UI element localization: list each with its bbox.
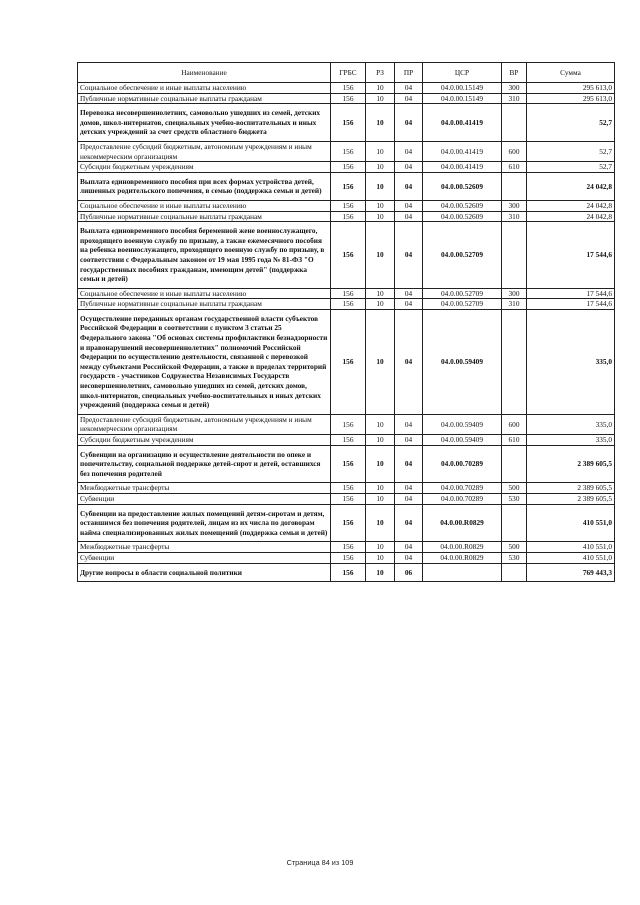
cell-pr: 06 (395, 563, 423, 582)
table-row (78, 200, 615, 211)
cell-name: Социальное обеспечение и иные выплаты населению (78, 288, 331, 299)
cell-pr: 04 (395, 552, 423, 563)
cell-csr: 04.0.00.52709 (423, 222, 502, 289)
cell-rz: 10 (366, 414, 395, 434)
cell-rz: 10 (366, 542, 395, 553)
cell-vr: 300 (502, 83, 527, 94)
cell-rz: 10 (366, 309, 395, 414)
header-sum: Сумма (527, 63, 615, 83)
table-row (78, 288, 615, 299)
cell-csr: 04.0.00.R0829 (423, 552, 502, 563)
header-pr: ПР (395, 63, 423, 83)
cell-sum: 335,0 (527, 414, 615, 434)
cell-csr: 04.0.00.59409 (423, 309, 502, 414)
header-rz: РЗ (366, 63, 395, 83)
cell-sum: 24 042,8 (527, 200, 615, 211)
cell-grbs: 156 (331, 222, 366, 289)
cell-csr: 04.0.00.52609 (423, 200, 502, 211)
cell-vr: 500 (502, 542, 527, 553)
cell-name: Выплата единовременного пособия при всех формах устройства детей, лишенных родительского попечения, в семью (поддержка семьи и детей) (78, 172, 331, 200)
table-row (78, 563, 615, 582)
cell-rz: 10 (366, 200, 395, 211)
cell-name: Другие вопросы в области социальной политики (78, 563, 331, 582)
cell-vr (502, 309, 527, 414)
cell-grbs: 156 (331, 200, 366, 211)
cell-pr: 04 (395, 222, 423, 289)
cell-grbs: 156 (331, 93, 366, 104)
cell-sum: 769 443,3 (527, 563, 615, 582)
cell-grbs: 156 (331, 211, 366, 222)
cell-sum: 410 551,0 (527, 504, 615, 542)
cell-csr: 04.0.00.52609 (423, 172, 502, 200)
cell-sum: 52,7 (527, 162, 615, 173)
cell-name: Предоставление субсидий бюджетным, автономным учреждениям и иным некоммерческим организациям (78, 141, 331, 161)
cell-sum: 17 544,6 (527, 222, 615, 289)
cell-sum: 24 042,8 (527, 172, 615, 200)
cell-grbs: 156 (331, 542, 366, 553)
header-csr: ЦСР (423, 63, 502, 83)
table-row (78, 435, 615, 446)
cell-grbs: 156 (331, 288, 366, 299)
cell-rz: 10 (366, 552, 395, 563)
cell-csr: 04.0.00.15149 (423, 83, 502, 94)
table-row (78, 211, 615, 222)
cell-rz: 10 (366, 93, 395, 104)
cell-csr: 04.0.00.70289 (423, 493, 502, 504)
cell-vr (502, 172, 527, 200)
cell-vr: 600 (502, 141, 527, 161)
cell-grbs: 156 (331, 445, 366, 483)
cell-grbs: 156 (331, 141, 366, 161)
cell-rz: 10 (366, 504, 395, 542)
table-row (78, 141, 615, 161)
cell-vr: 610 (502, 162, 527, 173)
cell-name: Межбюджетные трансферты (78, 542, 331, 553)
cell-name: Субвенции на организацию и осуществление деятельности по опеке и попечительству, социальной поддержке детей-сирот и детей, оставшихся без попечения родителей (78, 445, 331, 483)
cell-vr (502, 445, 527, 483)
cell-sum: 17 544,6 (527, 299, 615, 310)
cell-pr: 04 (395, 299, 423, 310)
cell-csr: 04.0.00.R0829 (423, 504, 502, 542)
cell-rz: 10 (366, 483, 395, 494)
cell-vr: 610 (502, 435, 527, 446)
cell-vr: 310 (502, 211, 527, 222)
table-row (78, 483, 615, 494)
cell-grbs: 156 (331, 309, 366, 414)
table-row (78, 309, 615, 414)
cell-sum: 335,0 (527, 435, 615, 446)
cell-rz: 10 (366, 172, 395, 200)
table-header-row (78, 63, 615, 83)
cell-name: Осуществление переданных органам государственной власти субъектов Российской Федерации в соответствии с пунктом 3 статьи 25 Федерального закона "Об основах системы профилактики безнадзорности и правонарушений несовершеннолетних" полномочий Российской Федерации по осуществлению деятельности, связанной с перевозкой между субъектами Российской Федерации, а также в пределах территорий государств - участников Содружества Независимых Государств несовершеннолетних, самовольно ушедших из семей, детских домов, школ-интернатов, специальных учебно-воспитательных и иных детских учреждений (поддержка семьи и детей) (78, 309, 331, 414)
cell-sum: 2 389 605,5 (527, 483, 615, 494)
cell-sum: 24 042,8 (527, 211, 615, 222)
cell-rz: 10 (366, 563, 395, 582)
cell-vr (502, 504, 527, 542)
cell-pr: 04 (395, 483, 423, 494)
cell-grbs: 156 (331, 483, 366, 494)
cell-csr: 04.0.00.R0829 (423, 542, 502, 553)
header-grbs: ГРБС (331, 63, 366, 83)
cell-name: Субсидии бюджетным учреждениям (78, 435, 331, 446)
cell-name: Субвенции (78, 493, 331, 504)
cell-pr: 04 (395, 211, 423, 222)
table-row (78, 83, 615, 94)
cell-csr: 04.0.00.59409 (423, 414, 502, 434)
cell-grbs: 156 (331, 504, 366, 542)
cell-grbs: 156 (331, 299, 366, 310)
cell-grbs: 156 (331, 435, 366, 446)
cell-name: Выплата единовременного пособия беременной жене военнослужащего, проходящего военную службу по призыву, а также ежемесячного пособия на ребенка военнослужащего, проходящего военную службу по призыву, в соответствии с Федеральным законом от 19 мая 1995 года № 81-ФЗ "О государственных пособиях гражданам, имеющим детей" (поддержка семьи и детей) (78, 222, 331, 289)
cell-pr: 04 (395, 542, 423, 553)
cell-pr: 04 (395, 83, 423, 94)
cell-grbs: 156 (331, 104, 366, 142)
cell-csr: 04.0.00.52609 (423, 211, 502, 222)
budget-table (77, 62, 615, 582)
table-row (78, 445, 615, 483)
cell-csr: 04.0.00.52709 (423, 299, 502, 310)
cell-sum: 2 389 605,5 (527, 493, 615, 504)
cell-vr: 310 (502, 93, 527, 104)
cell-pr: 04 (395, 200, 423, 211)
cell-csr: 04.0.00.41419 (423, 141, 502, 161)
cell-rz: 10 (366, 493, 395, 504)
cell-vr (502, 563, 527, 582)
table-row (78, 93, 615, 104)
cell-name: Субвенции (78, 552, 331, 563)
cell-rz: 10 (366, 141, 395, 161)
table-row (78, 542, 615, 553)
table-row (78, 504, 615, 542)
cell-sum: 335,0 (527, 309, 615, 414)
cell-sum: 410 551,0 (527, 552, 615, 563)
cell-csr: 04.0.00.70289 (423, 483, 502, 494)
cell-vr (502, 222, 527, 289)
cell-csr: 04.0.00.52709 (423, 288, 502, 299)
cell-grbs: 156 (331, 552, 366, 563)
cell-rz: 10 (366, 104, 395, 142)
cell-name: Публичные нормативные социальные выплаты гражданам (78, 93, 331, 104)
cell-grbs: 156 (331, 162, 366, 173)
cell-name: Социальное обеспечение и иные выплаты населению (78, 83, 331, 94)
cell-pr: 04 (395, 493, 423, 504)
table-row (78, 299, 615, 310)
table-row (78, 552, 615, 563)
cell-csr: 04.0.00.15149 (423, 93, 502, 104)
cell-name: Субвенции на предоставление жилых помещений детям-сиротам и детям, оставшимся без попечения родителей, лицам из их числа по договорам найма специализированных жилых помещений (поддержка семьи и детей) (78, 504, 331, 542)
cell-grbs: 156 (331, 83, 366, 94)
cell-grbs: 156 (331, 563, 366, 582)
cell-vr: 310 (502, 299, 527, 310)
table-row (78, 162, 615, 173)
cell-rz: 10 (366, 299, 395, 310)
cell-vr: 300 (502, 200, 527, 211)
cell-name: Публичные нормативные социальные выплаты гражданам (78, 299, 331, 310)
cell-vr: 300 (502, 288, 527, 299)
cell-vr (502, 104, 527, 142)
table-row (78, 222, 615, 289)
page-number: Страница 84 из 109 (286, 858, 354, 867)
cell-name: Субсидии бюджетным учреждениям (78, 162, 331, 173)
cell-pr: 04 (395, 172, 423, 200)
table-row (78, 172, 615, 200)
cell-vr: 530 (502, 493, 527, 504)
cell-csr: 04.0.00.41419 (423, 104, 502, 142)
table-row (78, 493, 615, 504)
cell-sum: 295 613,0 (527, 83, 615, 94)
cell-sum: 410 551,0 (527, 542, 615, 553)
cell-name: Перевозка несовершеннолетних, самовольно ушедших из семей, детских домов, школ-интернатов, специальных учебно-воспитательных и иных детских учреждений за счет средств областного бюджета (78, 104, 331, 142)
cell-sum: 52,7 (527, 104, 615, 142)
cell-rz: 10 (366, 288, 395, 299)
header-vr: ВР (502, 63, 527, 83)
cell-pr: 04 (395, 414, 423, 434)
cell-pr: 04 (395, 435, 423, 446)
cell-rz: 10 (366, 222, 395, 289)
cell-pr: 04 (395, 288, 423, 299)
cell-name: Публичные нормативные социальные выплаты гражданам (78, 211, 331, 222)
cell-pr: 04 (395, 309, 423, 414)
cell-pr: 04 (395, 504, 423, 542)
header-name: Наименование (78, 63, 331, 83)
table-row (78, 414, 615, 434)
cell-sum: 52,7 (527, 141, 615, 161)
cell-csr: 04.0.00.70289 (423, 445, 502, 483)
cell-csr: 04.0.00.59409 (423, 435, 502, 446)
cell-name: Межбюджетные трансферты (78, 483, 331, 494)
cell-vr: 500 (502, 483, 527, 494)
cell-pr: 04 (395, 141, 423, 161)
cell-grbs: 156 (331, 414, 366, 434)
cell-name: Социальное обеспечение и иные выплаты населению (78, 200, 331, 211)
cell-grbs: 156 (331, 172, 366, 200)
cell-rz: 10 (366, 83, 395, 94)
cell-sum: 17 544,6 (527, 288, 615, 299)
cell-pr: 04 (395, 93, 423, 104)
cell-name: Предоставление субсидий бюджетным, автономным учреждениям и иным некоммерческим организациям (78, 414, 331, 434)
cell-vr: 600 (502, 414, 527, 434)
cell-sum: 2 389 605,5 (527, 445, 615, 483)
cell-pr: 04 (395, 445, 423, 483)
cell-rz: 10 (366, 211, 395, 222)
cell-rz: 10 (366, 162, 395, 173)
cell-grbs: 156 (331, 493, 366, 504)
cell-rz: 10 (366, 435, 395, 446)
cell-pr: 04 (395, 104, 423, 142)
cell-pr: 04 (395, 162, 423, 173)
cell-sum: 295 613,0 (527, 93, 615, 104)
cell-csr (423, 563, 502, 582)
table-row (78, 104, 615, 142)
cell-rz: 10 (366, 445, 395, 483)
cell-vr: 530 (502, 552, 527, 563)
cell-csr: 04.0.00.41419 (423, 162, 502, 173)
